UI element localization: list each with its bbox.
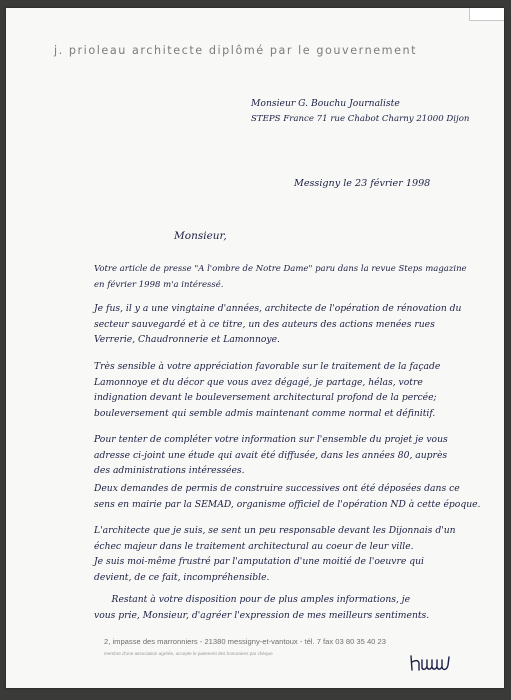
paragraph-line: indignation devant le bouleversement architectural profond de la percée; (94, 392, 437, 403)
paragraph-line: Verrerie, Chaudronnerie et Lamonnoye. (94, 334, 280, 345)
paragraph-line: Très sensible à votre appréciation favorable sur le traitement de la façade (94, 361, 441, 372)
paragraph-line: Deux demandes de permis de construire successives ont été déposées dans ce (94, 483, 460, 494)
paragraph-line: Pour tenter de compléter votre information sur l'ensemble du projet je vous (94, 434, 448, 445)
paragraph-5 (94, 481, 481, 512)
paragraph-line: Lamonnoye et du décor que vous avez dégagé, je partage, hélas, votre (94, 376, 423, 388)
place-date: Messigny le 23 février 1998 (294, 178, 431, 189)
paragraph-line: vous prie, Monsieur, d'agréer l'expression de mes meilleurs sentiments. (94, 609, 430, 621)
paragraph-2 (94, 301, 462, 348)
letterhead-footer-address: 2, impasse des marronniers - 21380 messigny-et-vantoux - tél. 7 fax 03 80 35 40 23 (104, 637, 386, 646)
paragraph-line: sens en mairie par la SEMAD, organisme officiel de l'opération ND à cette époque. (94, 498, 481, 510)
paper-corner-tab (469, 8, 504, 21)
signature (408, 648, 466, 674)
paragraph-1 (94, 262, 467, 293)
paragraph-line: Je suis moi-même frustré par l'amputation d'une moitié de l'oeuvre qui (94, 556, 424, 567)
paragraph-line: L'architecte que je suis, se sent un peu responsable devant les Dijonnais d'un (94, 525, 456, 536)
letterhead: j. prioleau architecte diplômé par le gouvernement (54, 44, 418, 57)
paragraph-line: en février 1998 m'a intéressé. (94, 279, 224, 290)
paragraph-line: des administrations intéressées. (94, 465, 245, 476)
recipient-line-2: STEPS France 71 rue Chabot Charny 21000 Dijon (251, 114, 470, 124)
paragraph-7 (94, 592, 429, 623)
paragraph-line: devient, de ce fait, incompréhensible. (94, 571, 270, 583)
paragraph-line: échec majeur dans le traitement architectural au coeur de leur ville. (94, 540, 414, 552)
paragraph-line: adresse ci-joint une étude qui avait été diffusée, dans les années 80, auprès (94, 449, 448, 461)
paragraph-line: Restant à votre disposition pour de plus amples informations, je (94, 594, 411, 605)
letterhead-footer-note: membre d'une association agréée, accepte le paiement des honoraires par chèque (104, 651, 273, 656)
paragraph-3 (94, 359, 441, 421)
paragraph-line: Je fus, il y a une vingtaine d'années, architecte de l'opération de rénovation du (94, 303, 462, 314)
letter-page (6, 8, 504, 688)
recipient-line-1: Monsieur G. Bouchu Journaliste (251, 98, 400, 109)
paragraph-6 (94, 523, 456, 585)
paragraph-line: Votre article de presse "A l'ombre de Notre Dame" paru dans la revue Steps magazine (94, 264, 467, 274)
paragraph-line: bouleversement qui semble admis maintenant comme normal et définitif. (94, 407, 436, 419)
salutation: Monsieur, (174, 230, 227, 242)
paragraph-4 (94, 432, 448, 479)
paragraph-line: secteur sauvegardé et à ce titre, un des auteurs des actions menées rues (94, 318, 435, 330)
